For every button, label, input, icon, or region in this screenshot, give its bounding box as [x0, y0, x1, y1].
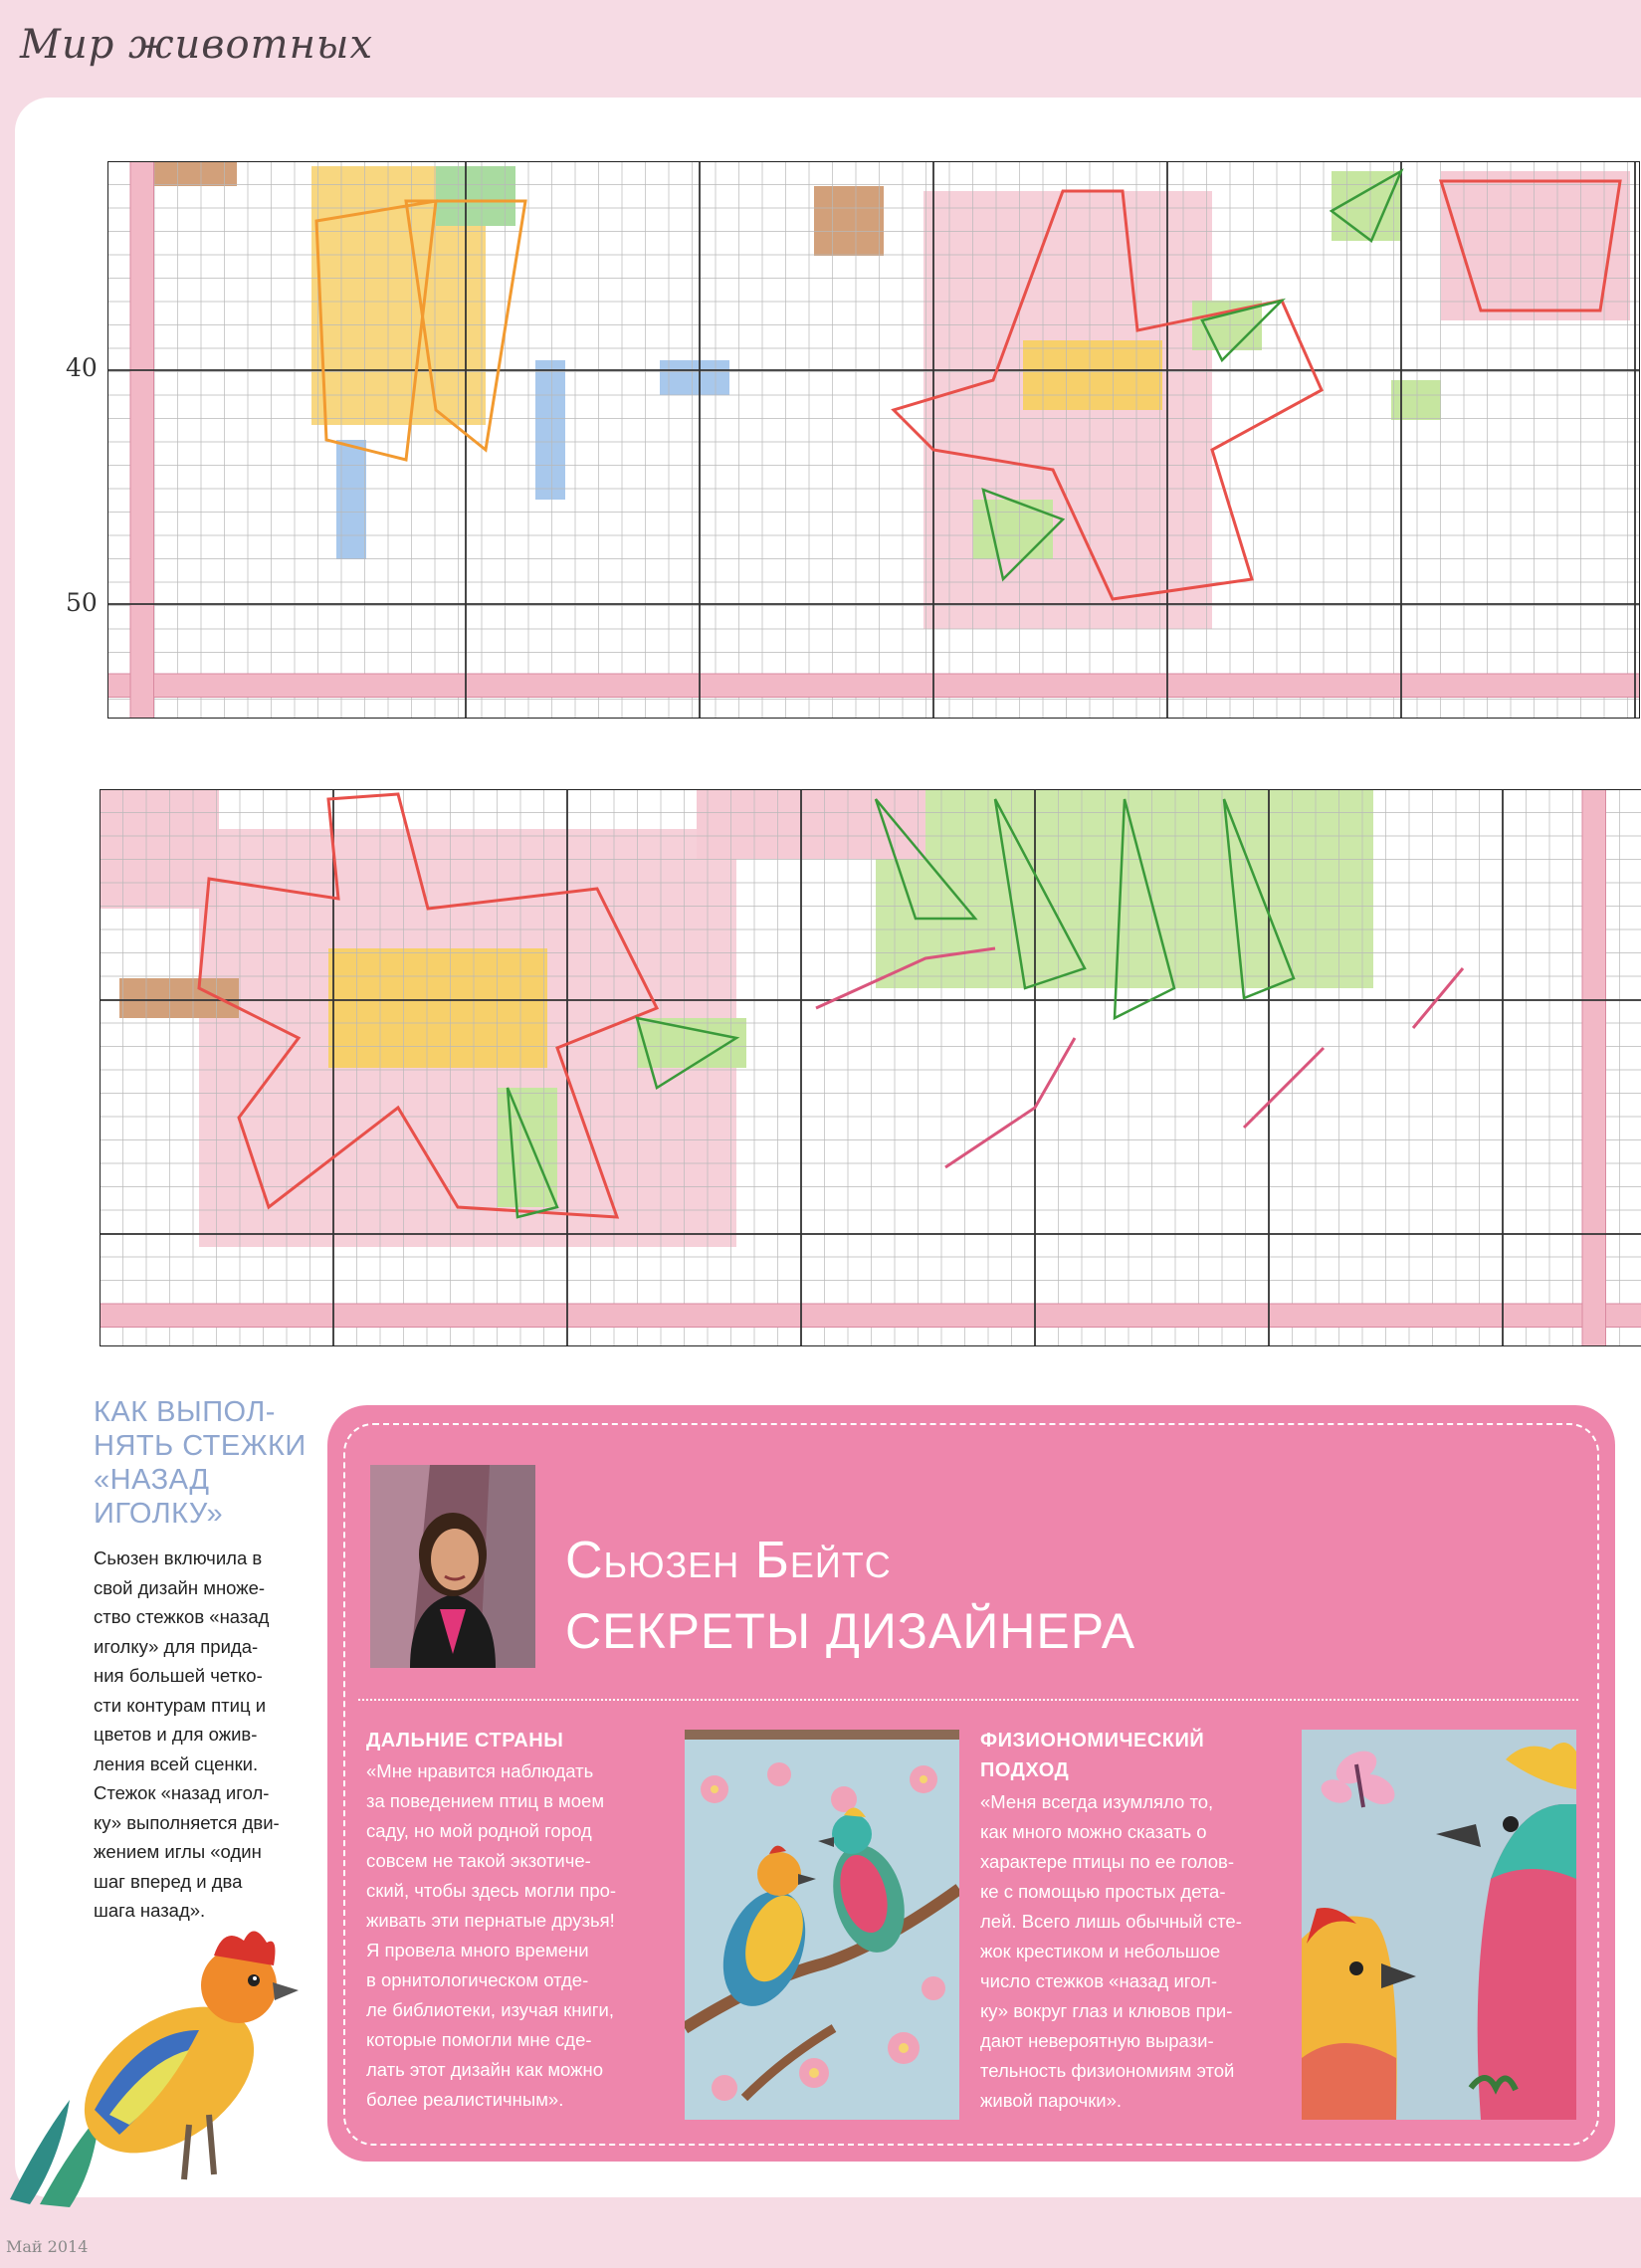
designer-subtitle: СЕКРЕТЫ ДИЗАЙНЕРА: [565, 1603, 1136, 1659]
stitch-tip-heading: [94, 1395, 312, 1531]
row-label-50: 50: [66, 588, 98, 617]
far-lands-line: живать эти пернатые друзья!: [366, 1910, 615, 1931]
far-lands-line: которые помогли мне сде-: [366, 2029, 592, 2050]
far-lands-line: ле библиотеки, изучая книги,: [366, 1999, 615, 2020]
physiognomy-text: [980, 1787, 1242, 2116]
stitch-tip-line: цветов и для ожив-: [94, 1724, 258, 1745]
stitch-tip-heading-line: «НАЗАД: [94, 1464, 210, 1496]
physiognomy-line: ку» вокруг глаз и клювов при-: [980, 2000, 1233, 2021]
far-lands-text: [366, 1756, 616, 2115]
physiognomy-line: число стежков «назад игол-: [980, 1970, 1217, 1991]
stitch-tip-line: жением иглы «один: [94, 1841, 262, 1862]
far-lands-line: ский, чтобы здесь могли про-: [366, 1880, 617, 1901]
physiognomy-line: живой парочки».: [980, 2090, 1123, 2111]
physiognomy-line: лей. Всего лишь обычный сте-: [980, 1911, 1242, 1932]
physiognomy-line: ке с помощью простых дета-: [980, 1881, 1226, 1902]
cross-stitch-chart-bottom: [100, 789, 1641, 1346]
far-lands-line: в орнитологическом отде-: [366, 1969, 589, 1990]
far-lands-line: за поведением птиц в моем: [366, 1790, 605, 1811]
embroidery-photo-two-birds: [685, 1730, 959, 2125]
stitch-tip-text: [94, 1544, 308, 1926]
physiognomy-line: тельность физиономиям этой: [980, 2060, 1235, 2081]
stitch-tip-heading-line: ИГОЛКУ»: [94, 1498, 224, 1530]
panel-divider: [358, 1699, 1578, 1701]
physiognomy-line: жок крестиком и небольшое: [980, 1941, 1221, 1961]
far-lands-line: лать этот дизайн как можно: [366, 2059, 604, 2080]
physiognomy-line: дают невероятную вырази-: [980, 2030, 1214, 2051]
stitch-tip-line: ство стежков «назад: [94, 1606, 270, 1627]
far-lands-line: «Мне нравится наблюдать: [366, 1760, 594, 1781]
physiognomy-heading-line: ФИЗИОНОМИЧЕСКИЙ: [980, 1730, 1205, 1752]
stitch-tip-heading-line: НЯТЬ СТЕЖКИ: [94, 1430, 307, 1462]
embroidery-photo-bird-faces: [1302, 1730, 1576, 2125]
stitch-tip-line: ния большей четко-: [94, 1665, 263, 1686]
stitch-tip-line: свой дизайн множе-: [94, 1576, 266, 1598]
stitch-tip-heading-line: КАК ВЫПОЛ-: [94, 1396, 276, 1428]
stitch-tip-line: ку» выполняется дви-: [94, 1811, 280, 1833]
stitch-tip-line: ления всей сценки.: [94, 1753, 259, 1774]
far-lands-line: Я провела много времени: [366, 1940, 589, 1960]
stitch-tip-line: шага назад».: [94, 1900, 206, 1921]
row-label-40: 40: [66, 353, 98, 382]
physiognomy-heading: [980, 1726, 1204, 1785]
section-title: Мир животных: [20, 22, 374, 68]
cross-stitch-chart-top: [107, 161, 1640, 719]
far-lands-line: совсем не такой экзотиче-: [366, 1850, 591, 1871]
stitch-tip-line: иголку» для прида-: [94, 1635, 259, 1657]
issue-label: Май 2014: [6, 2237, 89, 2256]
physiognomy-line: характере птицы по ее голов-: [980, 1851, 1235, 1872]
physiognomy-line: «Меня всегда изумляло то,: [980, 1791, 1214, 1812]
bird-illustration: [0, 1911, 299, 2214]
stitch-tip-line: сти контурам птиц и: [94, 1694, 267, 1716]
stitch-tip-line: Сьюзен включила в: [94, 1547, 263, 1568]
designer-name: Сьюзен Бейтс: [565, 1532, 892, 1589]
stitch-tip-line: Стежок «назад игол-: [94, 1782, 270, 1803]
far-lands-line: саду, но мой родной город: [366, 1820, 592, 1841]
physiognomy-heading-line: ПОДХОД: [980, 1759, 1070, 1781]
physiognomy-line: как много можно сказать о: [980, 1821, 1207, 1842]
far-lands-line: более реалистичным».: [366, 2089, 564, 2110]
far-lands-heading: ДАЛЬНИЕ СТРАНЫ: [366, 1730, 564, 1752]
designer-photo: [370, 1465, 535, 1673]
stitch-tip-line: шаг вперед и два: [94, 1870, 243, 1892]
